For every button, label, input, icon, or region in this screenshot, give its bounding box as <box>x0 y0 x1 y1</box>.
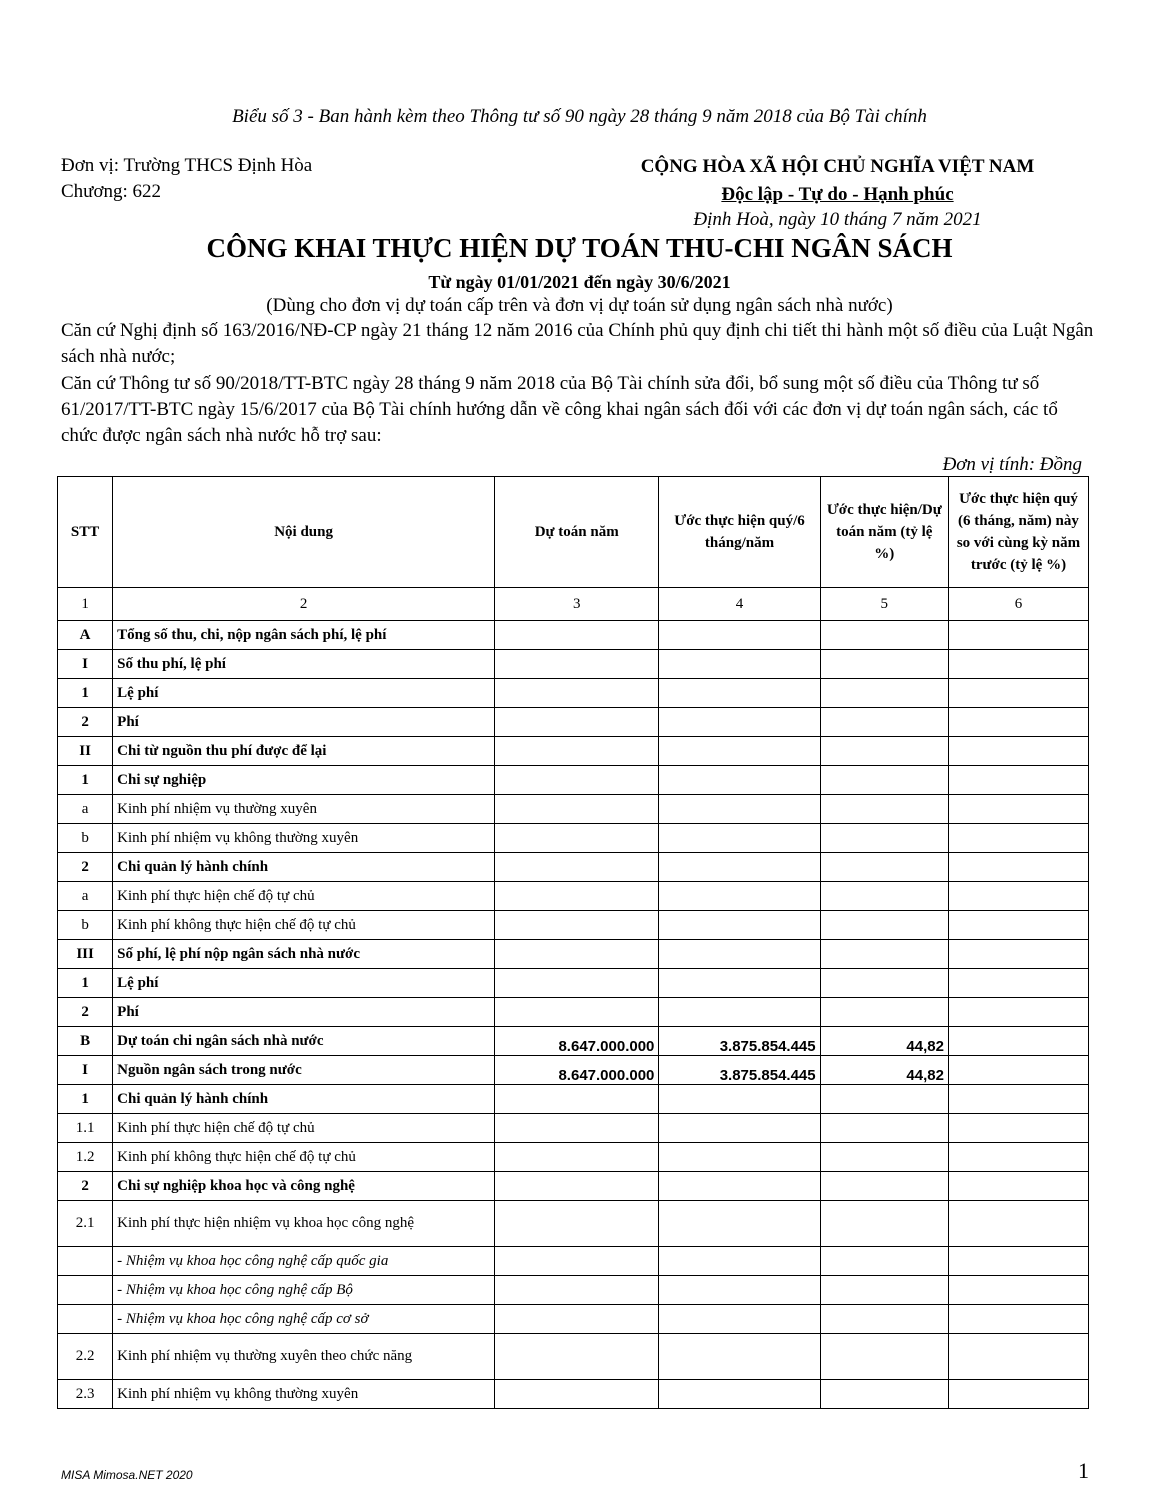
row-est-ratio <box>820 1276 948 1305</box>
form-note: Biểu số 3 - Ban hành kèm theo Thông tư số 90 ngày 28 tháng 9 năm 2018 của Bộ Tài chính <box>232 106 927 127</box>
table-row <box>58 853 1089 882</box>
table-row <box>58 1305 1089 1334</box>
row-annual-estimate <box>495 940 659 969</box>
motto-text: Độc lập - Tự do - Hạnh phúc <box>721 184 954 205</box>
row-stt <box>58 1247 113 1276</box>
header-stt: STT <box>58 477 113 588</box>
chapter-code: Chương: 622 <box>61 181 162 202</box>
row-annual-estimate <box>495 1085 659 1114</box>
row-annual-estimate <box>495 679 659 708</box>
col-number: 1 <box>58 588 113 621</box>
row-stt: B <box>58 1027 113 1056</box>
row-stt: 2.2 <box>58 1334 113 1380</box>
row-est-period <box>659 1334 820 1380</box>
row-stt: 2 <box>58 998 113 1027</box>
row-stt: III <box>58 940 113 969</box>
unit-block <box>61 153 312 205</box>
row-est-period <box>659 1305 820 1334</box>
row-est-ratio <box>820 1172 948 1201</box>
row-stt: 1 <box>58 969 113 998</box>
table-row <box>58 824 1089 853</box>
row-yoy-ratio <box>948 1056 1088 1085</box>
row-est-ratio <box>820 940 948 969</box>
table-row <box>58 1027 1089 1056</box>
row-est-ratio <box>820 795 948 824</box>
row-est-period <box>659 1276 820 1305</box>
row-annual-estimate <box>495 1305 659 1334</box>
row-yoy-ratio <box>948 1276 1088 1305</box>
header-yoy-ratio: Ước thực hiện quý (6 tháng, năm) này so với cùng kỳ năm trước (tỷ lệ %) <box>948 477 1088 588</box>
row-stt <box>58 1305 113 1334</box>
report-period: Từ ngày 01/01/2021 đến ngày 30/6/2021 <box>428 272 731 292</box>
row-est-ratio <box>820 708 948 737</box>
row-stt: I <box>58 650 113 679</box>
row-content: Chi từ nguồn thu phí được để lại <box>113 737 495 766</box>
row-est-period <box>659 824 820 853</box>
row-est-period <box>659 1201 820 1247</box>
row-yoy-ratio <box>948 824 1088 853</box>
row-yoy-ratio <box>948 1380 1088 1409</box>
row-stt: 1 <box>58 679 113 708</box>
col-number: 5 <box>820 588 948 621</box>
row-yoy-ratio <box>948 795 1088 824</box>
row-content: Lệ phí <box>113 969 495 998</box>
table-header-row <box>58 477 1089 588</box>
row-est-ratio <box>820 1114 948 1143</box>
row-stt: b <box>58 824 113 853</box>
row-content: Kinh phí thực hiện chế độ tự chủ <box>113 1114 495 1143</box>
row-yoy-ratio <box>948 737 1088 766</box>
row-stt: a <box>58 795 113 824</box>
row-annual-estimate <box>495 1114 659 1143</box>
row-est-ratio <box>820 1305 948 1334</box>
row-est-ratio <box>820 853 948 882</box>
row-est-period <box>659 1380 820 1409</box>
row-annual-estimate <box>495 766 659 795</box>
row-stt: 2 <box>58 1172 113 1201</box>
row-est-ratio <box>820 621 948 650</box>
row-content: Kinh phí nhiệm vụ không thường xuyên <box>113 824 495 853</box>
row-annual-estimate <box>495 621 659 650</box>
row-est-period: 3.875.854.445 <box>659 1056 820 1085</box>
col-number: 2 <box>113 588 495 621</box>
row-stt: 1.2 <box>58 1143 113 1172</box>
row-est-ratio <box>820 1380 948 1409</box>
row-content: Chi sự nghiệp khoa học và công nghệ <box>113 1172 495 1201</box>
row-est-period <box>659 737 820 766</box>
row-content: Kinh phí thực hiện chế độ tự chủ <box>113 882 495 911</box>
legal-basis-circular: Căn cứ Thông tư số 90/2018/TT-BTC ngày 28 tháng 9 năm 2018 của Bộ Tài chính sửa đổi, bổ sung một số điều của Thông tư số 61/2017/TT-BTC ngày 15/6/2017 của Bộ Tài chính hướng dẫn về công khai ngân sách đối với các đơn vị dự toán ngân sách, các tổ chức được ngân sách nhà nước hỗ trợ sau: <box>61 373 1058 446</box>
row-stt <box>58 1276 113 1305</box>
currency-unit: Đơn vị tính: Đồng <box>942 454 1082 475</box>
row-stt: II <box>58 737 113 766</box>
row-est-ratio <box>820 882 948 911</box>
national-motto <box>560 184 1115 206</box>
table-row <box>58 766 1089 795</box>
row-yoy-ratio <box>948 882 1088 911</box>
row-content: Chi sự nghiệp <box>113 766 495 795</box>
table-row <box>58 882 1089 911</box>
col-number: 3 <box>495 588 659 621</box>
row-est-ratio <box>820 969 948 998</box>
row-est-period <box>659 969 820 998</box>
row-annual-estimate <box>495 1201 659 1247</box>
table-row <box>58 1201 1089 1247</box>
row-annual-estimate <box>495 998 659 1027</box>
page-title: CÔNG KHAI THỰC HIỆN DỰ TOÁN THU-CHI NGÂN SÁCH <box>206 233 953 263</box>
page-number: 1 <box>1078 1458 1089 1483</box>
row-annual-estimate <box>495 1247 659 1276</box>
row-est-ratio <box>820 650 948 679</box>
row-content: Nguồn ngân sách trong nước <box>113 1056 495 1085</box>
row-content: Chi quản lý hành chính <box>113 1085 495 1114</box>
row-est-period <box>659 795 820 824</box>
row-est-ratio <box>820 1085 948 1114</box>
row-stt: 1 <box>58 1085 113 1114</box>
row-est-period <box>659 1143 820 1172</box>
row-yoy-ratio <box>948 1334 1088 1380</box>
table-row <box>58 1114 1089 1143</box>
row-content: Lệ phí <box>113 679 495 708</box>
table-row <box>58 1143 1089 1172</box>
row-est-ratio <box>820 766 948 795</box>
row-annual-estimate <box>495 650 659 679</box>
row-est-period <box>659 882 820 911</box>
row-est-period <box>659 1114 820 1143</box>
row-annual-estimate <box>495 737 659 766</box>
row-annual-estimate <box>495 824 659 853</box>
row-yoy-ratio <box>948 621 1088 650</box>
row-stt: 1.1 <box>58 1114 113 1143</box>
row-stt: 2 <box>58 708 113 737</box>
row-content: Phí <box>113 708 495 737</box>
row-est-period <box>659 1085 820 1114</box>
row-annual-estimate <box>495 1334 659 1380</box>
table-row <box>58 737 1089 766</box>
row-content: Dự toán chi ngân sách nhà nước <box>113 1027 495 1056</box>
row-est-ratio <box>820 824 948 853</box>
row-est-period <box>659 911 820 940</box>
row-est-period <box>659 650 820 679</box>
row-yoy-ratio <box>948 1172 1088 1201</box>
header-content: Nội dung <box>113 477 495 588</box>
row-yoy-ratio <box>948 1085 1088 1114</box>
row-est-ratio <box>820 737 948 766</box>
row-yoy-ratio <box>948 853 1088 882</box>
row-est-period <box>659 1172 820 1201</box>
row-content: Chi quản lý hành chính <box>113 853 495 882</box>
row-yoy-ratio <box>948 650 1088 679</box>
table-row <box>58 998 1089 1027</box>
col-number: 4 <box>659 588 820 621</box>
row-yoy-ratio <box>948 766 1088 795</box>
header-annual-estimate: Dự toán năm <box>495 477 659 588</box>
table-row <box>58 1334 1089 1380</box>
nation-title: CỘNG HÒA XÃ HỘI CHỦ NGHĨA VIỆT NAM <box>640 156 1035 177</box>
header-est-period: Ước thực hiện quý/6 tháng/năm <box>659 477 820 588</box>
column-number-row <box>58 588 1089 621</box>
table-row <box>58 969 1089 998</box>
row-yoy-ratio <box>948 940 1088 969</box>
row-est-period <box>659 708 820 737</box>
row-annual-estimate <box>495 882 659 911</box>
row-stt: b <box>58 911 113 940</box>
table-row <box>58 708 1089 737</box>
row-yoy-ratio <box>948 1305 1088 1334</box>
row-annual-estimate <box>495 853 659 882</box>
row-est-period <box>659 621 820 650</box>
row-content: Kinh phí không thực hiện chế độ tự chủ <box>113 911 495 940</box>
software-footer: MISA Mimosa.NET 2020 <box>61 1468 193 1482</box>
row-yoy-ratio <box>948 1143 1088 1172</box>
row-stt: 2.1 <box>58 1201 113 1247</box>
budget-table <box>57 476 1089 1409</box>
row-yoy-ratio <box>948 1114 1088 1143</box>
row-annual-estimate <box>495 1172 659 1201</box>
row-yoy-ratio <box>948 969 1088 998</box>
row-content: Kinh phí không thực hiện chế độ tự chủ <box>113 1143 495 1172</box>
header-est-ratio: Ước thực hiện/Dự toán năm (tỷ lệ %) <box>820 477 948 588</box>
table-row <box>58 650 1089 679</box>
row-stt: a <box>58 882 113 911</box>
row-content: Số phí, lệ phí nộp ngân sách nhà nước <box>113 940 495 969</box>
row-yoy-ratio <box>948 1201 1088 1247</box>
row-annual-estimate <box>495 708 659 737</box>
row-content: - Nhiệm vụ khoa học công nghệ cấp cơ sở <box>113 1305 495 1334</box>
row-annual-estimate: 8.647.000.000 <box>495 1056 659 1085</box>
legal-basis-decree: Căn cứ Nghị định số 163/2016/NĐ-CP ngày 21 tháng 12 năm 2016 của Chính phủ quy định chi tiết thi hành một số điều của Luật Ngân sách nhà nước; <box>61 320 1094 367</box>
row-est-ratio <box>820 1201 948 1247</box>
row-annual-estimate: 8.647.000.000 <box>495 1027 659 1056</box>
row-content: Số thu phí, lệ phí <box>113 650 495 679</box>
row-content: Phí <box>113 998 495 1027</box>
row-est-period <box>659 1247 820 1276</box>
row-content: Kinh phí nhiệm vụ thường xuyên theo chức năng <box>113 1334 495 1380</box>
table-row <box>58 795 1089 824</box>
row-est-period <box>659 766 820 795</box>
row-est-ratio <box>820 1247 948 1276</box>
row-est-ratio <box>820 998 948 1027</box>
row-yoy-ratio <box>948 1247 1088 1276</box>
row-content: Kinh phí nhiệm vụ không thường xuyên <box>113 1380 495 1409</box>
unit-name: Đơn vị: Trường THCS Định Hòa <box>61 155 313 176</box>
table-row <box>58 1276 1089 1305</box>
row-content: Kinh phí nhiệm vụ thường xuyên <box>113 795 495 824</box>
row-est-period <box>659 679 820 708</box>
row-yoy-ratio <box>948 679 1088 708</box>
table-row <box>58 1056 1089 1085</box>
row-est-ratio: 44,82 <box>820 1027 948 1056</box>
row-annual-estimate <box>495 1143 659 1172</box>
row-yoy-ratio <box>948 998 1088 1027</box>
table-row <box>58 1247 1089 1276</box>
row-stt: I <box>58 1056 113 1085</box>
row-est-ratio: 44,82 <box>820 1056 948 1085</box>
row-stt: 2 <box>58 853 113 882</box>
row-annual-estimate <box>495 1380 659 1409</box>
table-row <box>58 1085 1089 1114</box>
row-annual-estimate <box>495 795 659 824</box>
row-content: Kinh phí thực hiện nhiệm vụ khoa học công nghệ <box>113 1201 495 1247</box>
date-line: Định Hoà, ngày 10 tháng 7 năm 2021 <box>693 209 982 230</box>
table-row <box>58 1172 1089 1201</box>
row-content: - Nhiệm vụ khoa học công nghệ cấp Bộ <box>113 1276 495 1305</box>
row-est-ratio <box>820 1334 948 1380</box>
row-est-period <box>659 998 820 1027</box>
row-content: - Nhiệm vụ khoa học công nghệ cấp quốc gia <box>113 1247 495 1276</box>
usage-note: (Dùng cho đơn vị dự toán cấp trên và đơn vị dự toán sử dụng ngân sách nhà nước) <box>266 295 893 316</box>
row-stt: 1 <box>58 766 113 795</box>
row-est-period <box>659 940 820 969</box>
row-yoy-ratio <box>948 911 1088 940</box>
table-row <box>58 911 1089 940</box>
row-stt: A <box>58 621 113 650</box>
table-row <box>58 940 1089 969</box>
row-stt: 2.3 <box>58 1380 113 1409</box>
table-row <box>58 621 1089 650</box>
row-est-ratio <box>820 679 948 708</box>
row-yoy-ratio <box>948 1027 1088 1056</box>
col-number: 6 <box>948 588 1088 621</box>
table-row <box>58 1380 1089 1409</box>
row-annual-estimate <box>495 1276 659 1305</box>
row-est-ratio <box>820 911 948 940</box>
row-annual-estimate <box>495 911 659 940</box>
row-est-period: 3.875.854.445 <box>659 1027 820 1056</box>
table-row <box>58 679 1089 708</box>
row-yoy-ratio <box>948 708 1088 737</box>
row-est-period <box>659 853 820 882</box>
row-annual-estimate <box>495 969 659 998</box>
row-est-ratio <box>820 1143 948 1172</box>
row-content: Tổng số thu, chi, nộp ngân sách phí, lệ phí <box>113 621 495 650</box>
